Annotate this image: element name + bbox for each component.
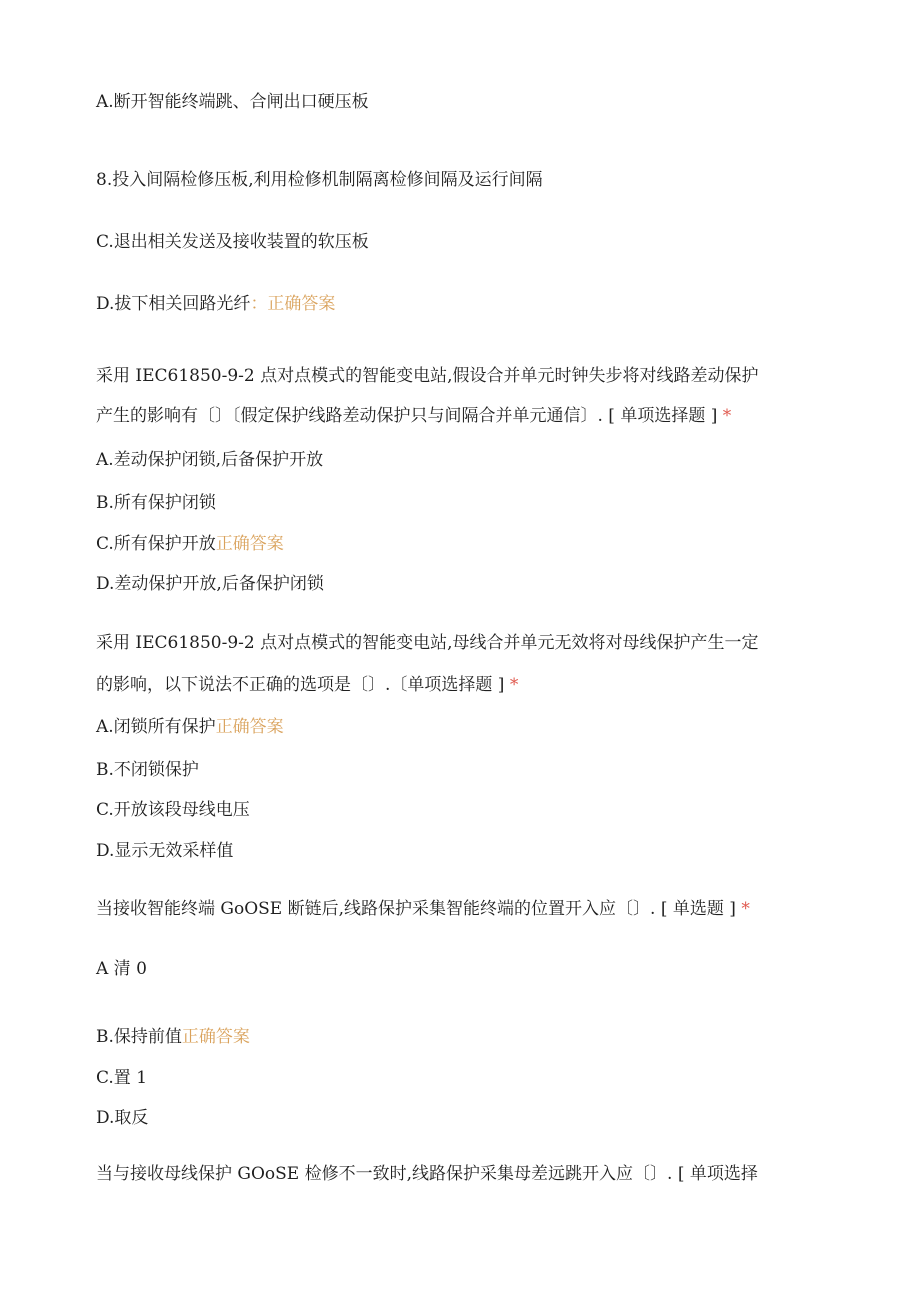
question-text: 产生的影响有〔〕〔假定保护线路差动保护只与间隔合并单元通信〕. [ 单项选择题 ] bbox=[96, 406, 718, 426]
q3-option-a bbox=[96, 957, 147, 981]
required-star: * bbox=[509, 675, 519, 695]
option-text: A.断开智能终端跳、合闸出口硬压板 bbox=[96, 92, 369, 112]
question-text: 当与接收母线保护 GOoSE 检修不一致时,线路保护采集母差远跳开入应〔〕. [ 单项选择 bbox=[96, 1164, 758, 1184]
q2-option-b bbox=[96, 758, 199, 782]
option-text: D.拔下相关回路光纤 bbox=[96, 294, 251, 314]
option-text: C.开放该段母线电压 bbox=[96, 800, 250, 820]
option-text: C.退出相关发送及接收装置的软压板 bbox=[96, 232, 369, 252]
q0-option-a bbox=[96, 90, 369, 114]
option-text: D.差动保护开放,后备保护闭锁 bbox=[96, 574, 324, 594]
option-text: D.取反 bbox=[96, 1108, 149, 1128]
q1-option-a bbox=[96, 448, 323, 472]
q1-option-c bbox=[96, 532, 284, 556]
option-text: B.不闭锁保护 bbox=[96, 760, 199, 780]
q2-option-c bbox=[96, 798, 250, 822]
q3-option-b bbox=[96, 1025, 250, 1049]
q2-stem-line-1 bbox=[96, 631, 759, 655]
q1-option-b bbox=[96, 491, 216, 515]
required-star: * bbox=[722, 406, 732, 426]
q2-stem-line-2 bbox=[96, 673, 518, 697]
option-text: A.差动保护闭锁,后备保护开放 bbox=[96, 450, 324, 470]
q4-stem-line-1 bbox=[96, 1162, 758, 1186]
option-text: 8.投入间隔检修压板,利用检修机制隔离检修间隔及运行间隔 bbox=[96, 170, 543, 190]
q3-option-d bbox=[96, 1106, 148, 1130]
option-text: A.闭锁所有保护 bbox=[96, 717, 216, 737]
q1-stem-line-1 bbox=[96, 364, 759, 388]
correct-answer-label: ：正确答案 bbox=[250, 294, 336, 314]
q2-option-a bbox=[96, 715, 284, 739]
q0-option-c bbox=[96, 230, 369, 254]
question-text: 当接收智能终端 GoOSE 断链后,线路保护采集智能终端的位置开入应〔〕. [ 单选题 ] bbox=[96, 899, 736, 919]
correct-answer-label: 正确答案 bbox=[181, 1027, 250, 1047]
q1-stem-line-2 bbox=[96, 404, 731, 428]
question-text: 采用 IEC61850-9-2 点对点模式的智能变电站,母线合并单元无效将对母线保护产生一定 bbox=[96, 633, 759, 653]
correct-answer-label: 正确答案 bbox=[215, 717, 284, 737]
q1-option-d bbox=[96, 572, 324, 596]
option-text: B.保持前值 bbox=[96, 1027, 182, 1047]
option-text: C.置 1 bbox=[96, 1068, 148, 1088]
option-text: D.显示无效采样值 bbox=[96, 841, 234, 861]
q0-option-d bbox=[96, 292, 335, 316]
q3-stem-line-1 bbox=[96, 897, 750, 921]
option-text: A 清 0 bbox=[96, 959, 147, 979]
option-text: C.所有保护开放 bbox=[96, 534, 216, 554]
question-text: 采用 IEC61850-9-2 点对点模式的智能变电站,假设合并单元时钟失步将对线路差动保护 bbox=[96, 366, 759, 386]
q2-option-d bbox=[96, 839, 233, 863]
q0-option-b bbox=[96, 168, 543, 192]
option-text: B.所有保护闭锁 bbox=[96, 493, 216, 513]
required-star: * bbox=[741, 899, 750, 919]
correct-answer-label: 正确答案 bbox=[215, 534, 284, 554]
q3-option-c bbox=[96, 1066, 147, 1090]
question-text: 的影响，以下说法不正确的选项是〔〕.〔单项选择题 ] bbox=[96, 675, 505, 695]
